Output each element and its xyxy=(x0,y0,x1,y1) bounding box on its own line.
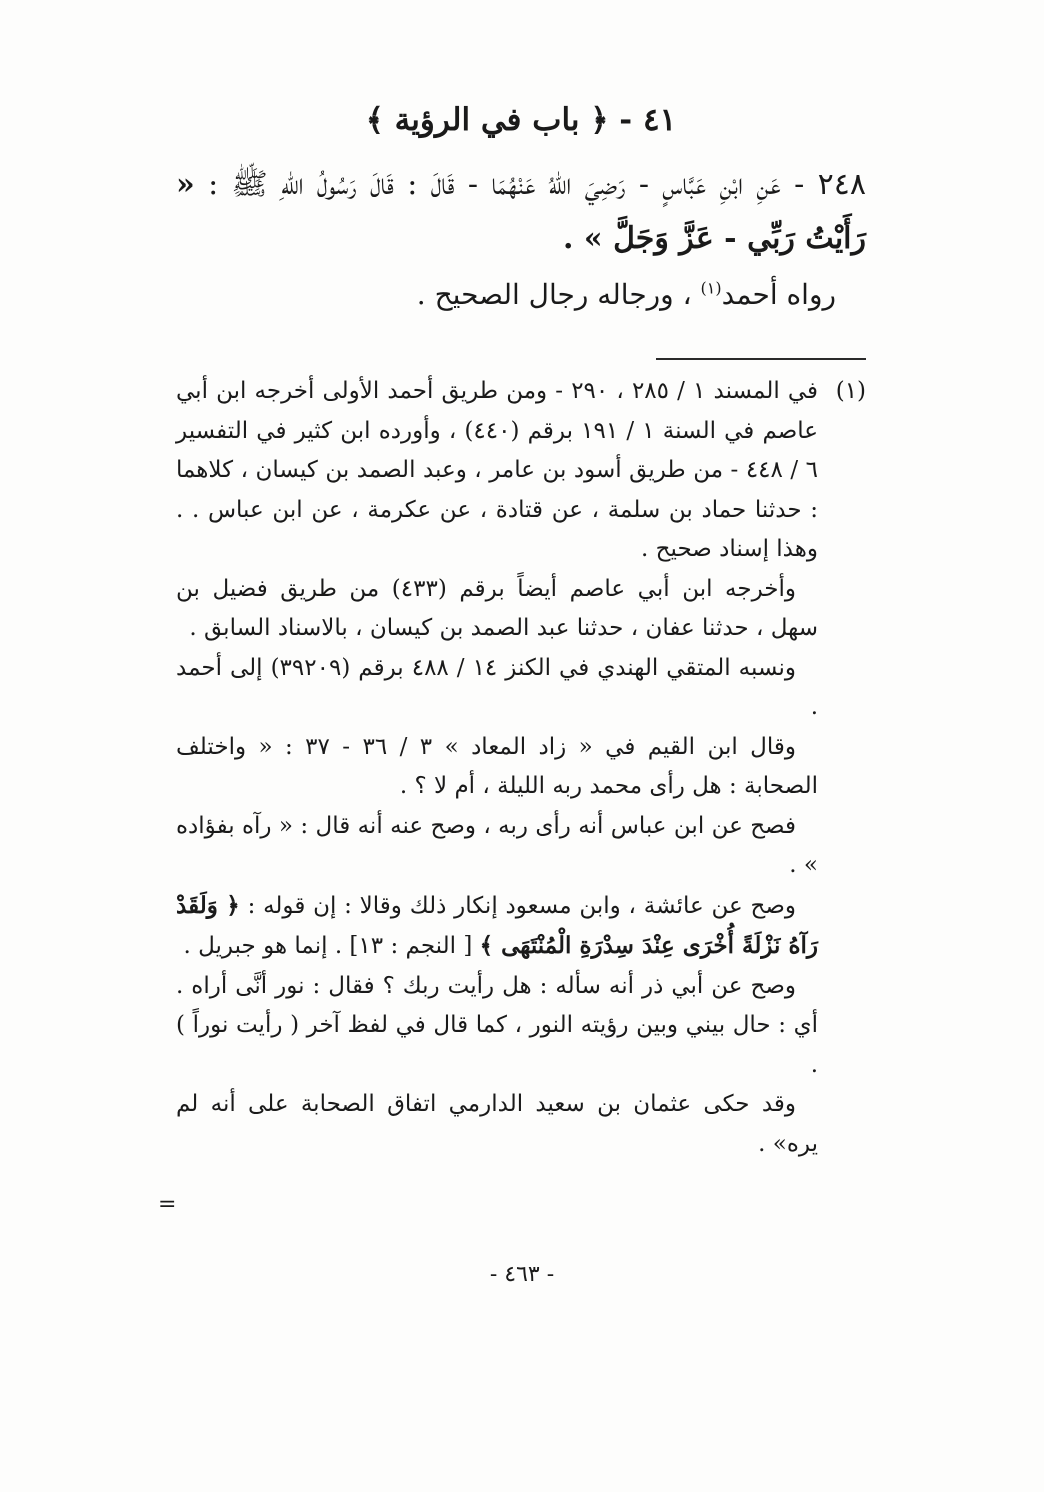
footnote-divider xyxy=(656,358,866,360)
continuation-mark: = xyxy=(158,1192,177,1217)
narration-end: ، ورجاله رجال الصحيح . xyxy=(416,278,701,312)
footnotes xyxy=(176,372,866,1164)
hadith-248 xyxy=(176,158,866,266)
chapter-title: ٤١ - ﴿ باب في الرؤية ﴾ xyxy=(365,102,677,138)
footnote-1 xyxy=(176,372,866,570)
main-text xyxy=(176,100,866,320)
footnote-reference[interactable]: (١) xyxy=(700,278,722,298)
narration-start: رواه أحمد xyxy=(721,278,836,312)
hadith-quote: « رَأَيْتُ رَبِّي - عَزَّ وَجَلَّ » . xyxy=(176,167,866,257)
footnote-para-7: وصح عن أبي ذر أنه سأله : هل رأيت ربك ؟ فقال : نور أنَّى أراه . أي : حال بيني وبين رؤيته النور ، كما قال في لفظ آخر ( رأيت نوراً ) . xyxy=(176,972,818,1078)
footnote-para-3: ونسبه المتقي الهندي في الكنز ١٤ / ٤٨٨ برقم (٣٩٢٠٩) إلى أحمد . xyxy=(176,654,818,720)
footnote-para-2: وأخرجه ابن أبي عاصم أيضاً برقم (٤٣٣) من طريق فضيل بن سهل ، حدثنا عفان ، حدثنا عبد الصمد بن كيسان ، بالاسناد السابق . xyxy=(176,575,818,641)
footnote-para-8: وقد حكى عثمان بن سعيد الدارمي اتفاق الصحابة على أنه لم يره» . xyxy=(176,1091,818,1157)
hadith-text: ٢٤٨ - عَنِ ابْنِ عَبَّاسٍ - رَضِيَ اللهُ عَنْهُمَا - قَالَ : قَالَ رَسُولُ اللهِ ﷺ : xyxy=(194,167,866,203)
footnote-para-6-start: وصح عن عائشة ، وابن مسعود إنكار ذلك وقالا : إن قوله : xyxy=(239,892,796,919)
footnote-1-text: في المسند ١ / ٢٨٥ ، ٢٩٠ - ومن طريق أحمد الأولى أخرجه ابن أبي عاصم في السنة ١ / ١٩١ برقم (٤٤٠) ، وأورده ابن كثير في التفسير ٦ / ٤٤٨ - من طريق أسود بن عامر ، وعبد الصمد بن كيسان ، كلاهما : حدثنا حماد بن سلمة ، عن قتادة ، عن عكرمة ، عن ابن عباس . . وهذا إسناد صحيح . xyxy=(176,378,819,562)
footnote-para-4: وقال ابن القيم في « زاد المعاد » ٣ / ٣٦ - ٣٧ : « واختلف الصحابة : هل رأى محمد ربه الليلة ، أم لا ؟ . xyxy=(176,733,818,799)
footnote-para-5: فصح عن ابن عباس أنه رأى ربه ، وصح عنه أنه قال : « رآه بفؤاده » . xyxy=(176,812,818,878)
footnote-para-6 xyxy=(176,886,866,967)
footnote-number: (١) xyxy=(835,378,867,404)
footnote-para-6-end: [ النجم : ١٣] . إنما هو جبريل . xyxy=(183,933,480,959)
quran-verse: ﴿ وَلَقَدْ رَآهُ نَزْلَةً أُخْرَى عِنْدَ سِدْرَةِ الْمُنْتَهَى ﴾ xyxy=(176,891,818,959)
narration-line xyxy=(176,270,836,320)
page-number: - ٤٦٣ - xyxy=(489,1262,555,1287)
